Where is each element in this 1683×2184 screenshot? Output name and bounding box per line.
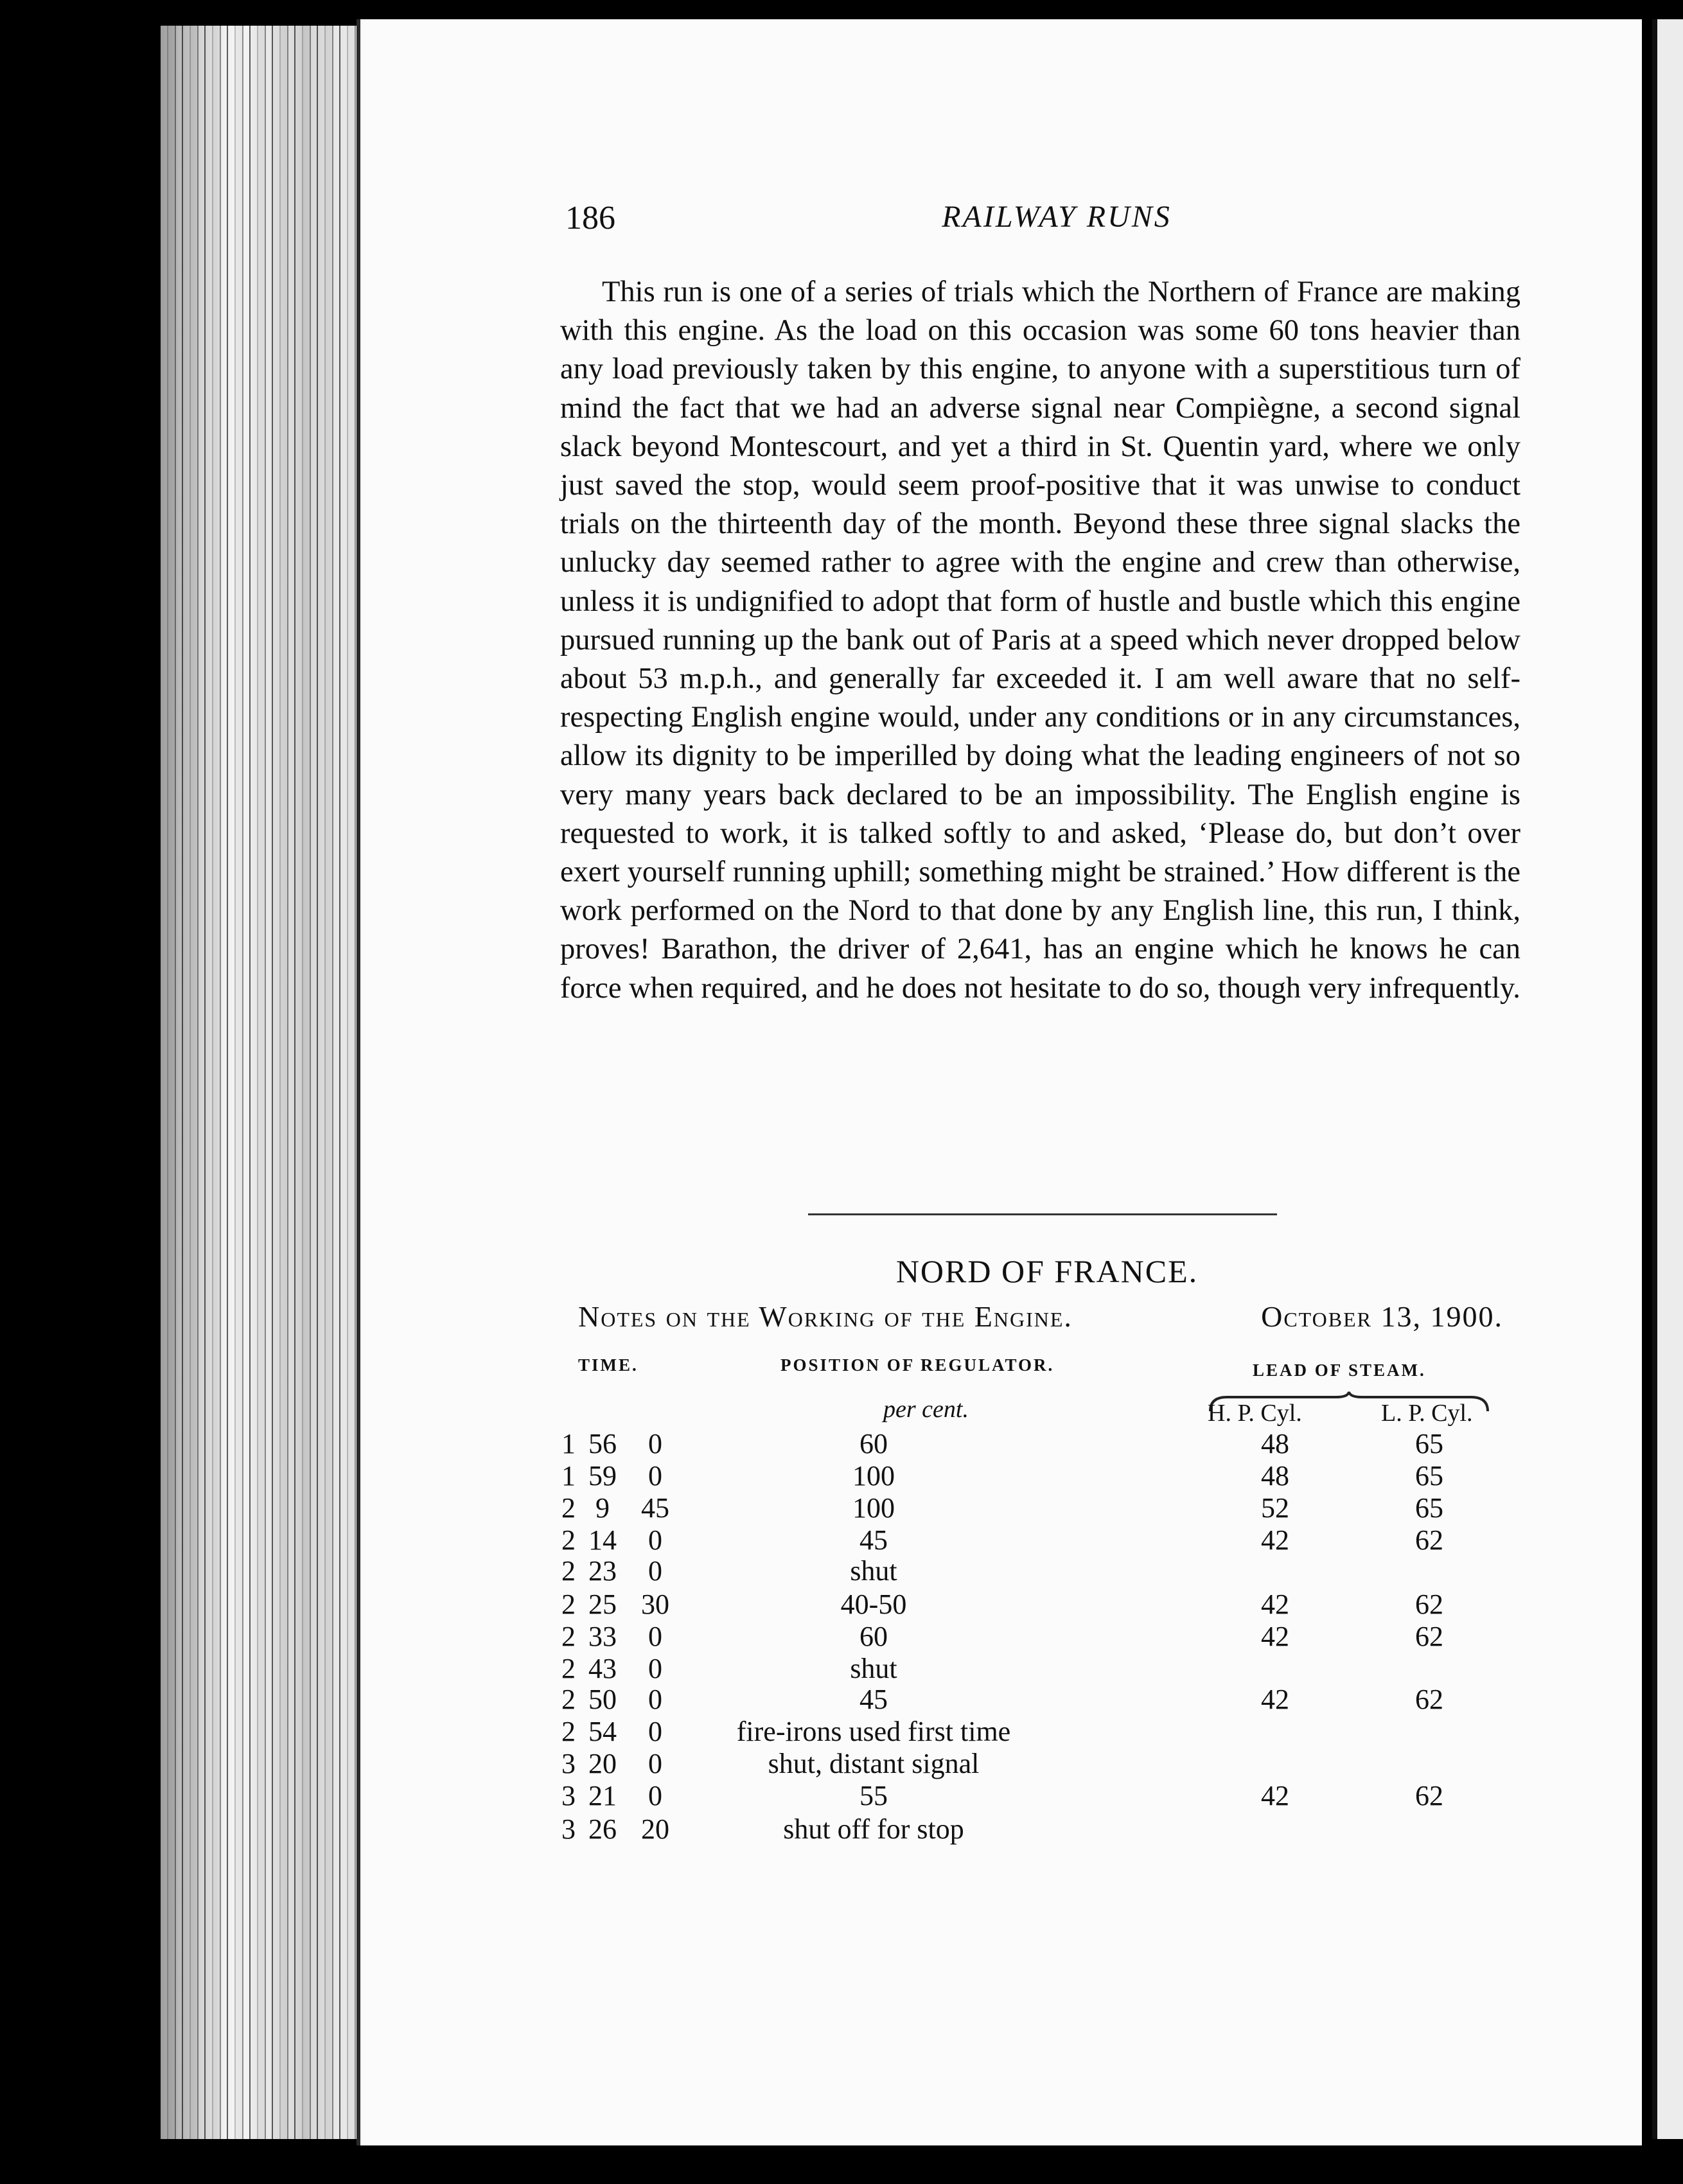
time-hour: 2 <box>561 1555 576 1587</box>
table-row <box>559 1683 1522 1715</box>
regulator-position: 100 <box>852 1492 895 1524</box>
regulator-position: 40-50 <box>840 1589 907 1620</box>
position-unit-label: per cent. <box>883 1396 969 1423</box>
body-paragraph: This run is one of a series of trials which the Northern of France are making with this engine. As the load on this occasion was some 60 tons heavier than any load previously taken by this engine, to anyone with a superstitious turn of mind the fact that we had an adverse signal near Compiègne, a second signal slack beyond Montescourt, and yet a third in St. Quentin yard, where we only just saved the stop, would seem proof-positive that it was unwise to conduct trials on the thirteenth day of the month. Beyond these three signal slacks the unlucky day seemed rather to agree with the engine and crew than otherwise, unless it is undignified to adopt that form of hustle and bustle which this engine pursued running up the bank out of Paris at a speed which never dropped below about 53 m.p.h., and generally far exceeded it. I am well aware that no self-respecting English engine would, under any conditions or in any circumstances, allow its dignity to be imperilled by doing what the leading engineers of not so very many years back declared to be an impossibility. The English engine is requested to work, it is talked softly to and asked, ‘Please do, but don’t over exert yourself running uphill; something might be strained.’ How different is the work performed on the Nord to that done by any English line, this run, I think, proves! Barathon, the driver of 2,641, has an engine which he knows he can force when required, and he does not hesitate to do so, though very infrequently. <box>560 276 1520 1005</box>
time-second: 0 <box>648 1653 662 1684</box>
time-minute: 23 <box>588 1555 617 1587</box>
table-row <box>559 1524 1522 1556</box>
col-header-position: POSITION OF REGULATOR. <box>780 1355 1055 1375</box>
page-header <box>565 199 1214 244</box>
time-second: 0 <box>648 1780 662 1811</box>
hp-cyl-value: 42 <box>1261 1621 1289 1652</box>
time-second: 0 <box>648 1621 662 1652</box>
time-second: 20 <box>641 1813 669 1845</box>
time-minute: 21 <box>588 1780 617 1811</box>
hp-cyl-value: 52 <box>1261 1492 1289 1524</box>
time-second: 0 <box>648 1428 662 1459</box>
table-row <box>559 1620 1522 1652</box>
lp-cyl-value: 62 <box>1415 1684 1443 1715</box>
time-hour: 2 <box>561 1653 576 1684</box>
time-minute: 14 <box>588 1524 617 1556</box>
facing-page-edge <box>1652 19 1683 2139</box>
table-row <box>559 1715 1522 1747</box>
table-row <box>559 1459 1522 1492</box>
hp-cyl-value: 48 <box>1261 1428 1289 1459</box>
time-second: 45 <box>641 1492 669 1524</box>
regulator-position: 55 <box>859 1780 888 1811</box>
regulator-position: 100 <box>852 1460 895 1492</box>
regulator-position: shut <box>850 1653 897 1684</box>
time-second: 0 <box>648 1748 662 1779</box>
time-minute: 33 <box>588 1621 617 1652</box>
table-row <box>559 1813 1522 1845</box>
hp-cyl-value: 42 <box>1261 1524 1289 1556</box>
time-hour: 2 <box>561 1684 576 1715</box>
lp-cyl-value: 62 <box>1415 1621 1443 1652</box>
page-number: 186 <box>565 200 615 236</box>
lp-cyl-value: 62 <box>1415 1589 1443 1620</box>
time-hour: 2 <box>561 1524 576 1556</box>
regulator-position: 60 <box>859 1621 888 1652</box>
time-hour: 3 <box>561 1748 576 1779</box>
col-header-lead: LEAD OF STEAM. <box>1253 1361 1426 1380</box>
section-rule <box>808 1213 1277 1215</box>
regulator-position: fire-irons used first time <box>736 1716 1011 1747</box>
time-second: 0 <box>648 1555 662 1587</box>
time-hour: 2 <box>561 1621 576 1652</box>
table-row <box>559 1588 1522 1620</box>
table-subtitle <box>578 1299 1503 1334</box>
time-minute: 50 <box>588 1684 617 1715</box>
table-title: NORD OF FRANCE. <box>895 1253 1199 1289</box>
time-second: 0 <box>648 1524 662 1556</box>
time-second: 0 <box>648 1460 662 1492</box>
time-second: 0 <box>648 1684 662 1715</box>
hp-cyl-value: 42 <box>1261 1589 1289 1620</box>
lp-cyl-value: 65 <box>1415 1492 1443 1524</box>
time-hour: 2 <box>561 1589 576 1620</box>
time-minute: 25 <box>588 1589 617 1620</box>
time-minute: 26 <box>588 1813 617 1845</box>
regulator-position: 60 <box>859 1428 888 1459</box>
regulator-position: shut, distant signal <box>768 1748 980 1779</box>
body-text <box>560 273 1520 1008</box>
lp-cyl-header: L. P. Cyl. <box>1381 1400 1473 1427</box>
time-minute: 43 <box>588 1653 617 1684</box>
regulator-position: 45 <box>859 1684 888 1715</box>
table-row <box>559 1747 1522 1779</box>
table-row <box>559 1652 1522 1684</box>
lp-cyl-value: 65 <box>1415 1460 1443 1492</box>
time-minute: 56 <box>588 1428 617 1459</box>
time-minute: 20 <box>588 1748 617 1779</box>
table-subtitle-date: October 13, 1900. <box>1261 1300 1503 1333</box>
lp-cyl-value: 62 <box>1415 1780 1443 1811</box>
table-row <box>559 1554 1522 1587</box>
table-subtitle-left: Notes on the Working of the Engine. <box>578 1300 1073 1333</box>
time-hour: 1 <box>561 1428 576 1459</box>
time-hour: 2 <box>561 1492 576 1524</box>
table-row <box>559 1779 1522 1811</box>
regulator-position: shut off for stop <box>783 1813 964 1845</box>
time-hour: 3 <box>561 1813 576 1845</box>
time-second: 0 <box>648 1716 662 1747</box>
time-second: 30 <box>641 1589 669 1620</box>
hp-cyl-value: 48 <box>1261 1460 1289 1492</box>
time-hour: 3 <box>561 1780 576 1811</box>
time-minute: 9 <box>595 1492 610 1524</box>
col-header-time: TIME. <box>578 1355 639 1375</box>
time-minute: 54 <box>588 1716 617 1747</box>
hp-cyl-value: 42 <box>1261 1684 1289 1715</box>
time-hour: 1 <box>561 1460 576 1492</box>
time-hour: 2 <box>561 1716 576 1747</box>
hp-cyl-value: 42 <box>1261 1780 1289 1811</box>
running-head: RAILWAY RUNS <box>942 200 1172 234</box>
table-row <box>559 1427 1522 1459</box>
regulator-position: 45 <box>859 1524 888 1556</box>
hp-cyl-header: H. P. Cyl. <box>1208 1400 1302 1427</box>
lp-cyl-value: 62 <box>1415 1524 1443 1556</box>
lp-cyl-value: 65 <box>1415 1428 1443 1459</box>
table-row <box>559 1492 1522 1524</box>
regulator-position: shut <box>850 1555 897 1587</box>
time-minute: 59 <box>588 1460 617 1492</box>
page-edges-shadow <box>161 26 366 2139</box>
